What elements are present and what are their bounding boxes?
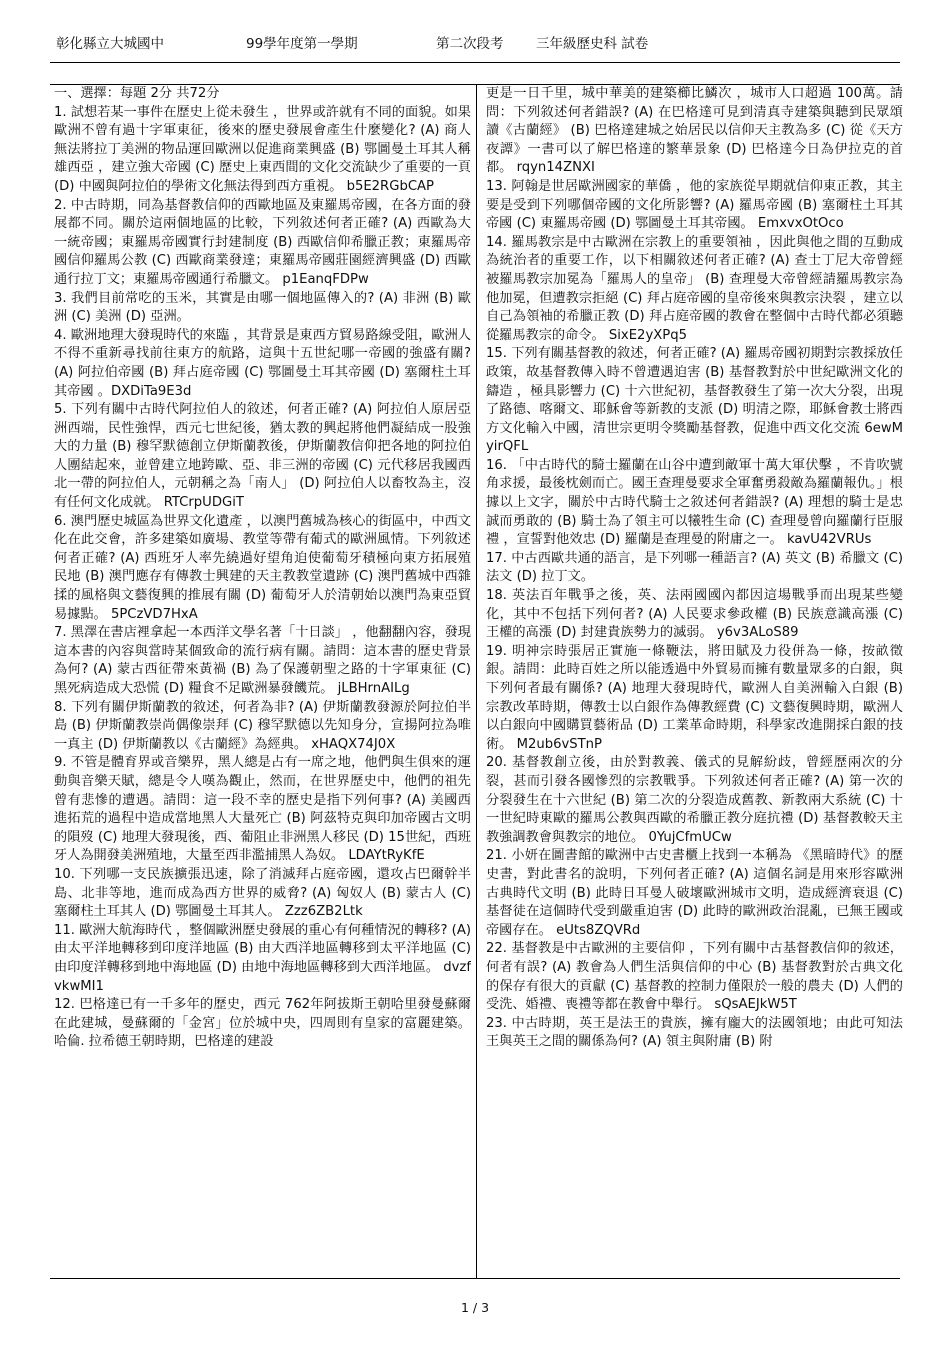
question: 7. 黑澤在書店裡拿起一本西洋文學名著「十日談」 ，他翻翻內容，發現這本書的內容與當時某個致命的流行病有關。請問：這本書的歷史背景為何? (A) 蒙古西征帶來黃禍 (B) 為了保護朝聖之路的十字軍東征 (C) 黑死病造成大恐慌 (D) 糧食不足歐洲暴發饑荒。 jLBHrnAILg bbox=[54, 625, 471, 696]
question: 11. 歐洲大航海時代 ，整個歐洲歷史發展的重心有何種情況的轉移? (A) 由太平洋地轉移到印度洋地區 (B) 由大西洋地區轉移到太平洋地區 (C) 由印度洋轉移到地中海地區 (D) 由地中海地區轉移到大西洋地區。 dvzfvkwMI1 bbox=[54, 922, 471, 994]
exam-subject: 三年級歷史科 試卷 bbox=[536, 36, 649, 52]
exam-name: 第二次段考 bbox=[436, 36, 504, 52]
question: 21. 小妍在圖書館的歐洲中古史書櫃上找到一本稱為 《黑暗時代》的歷史書，對此書名的說明，下列何者正確? (A) 這個名詞是用來形容歐洲古典時代文明 (B) 此時日耳曼人破壞歐洲城市文明，造成經濟衰退 (C) 基督徒在這個時代受到嚴重迫害 (D) 此時的歐洲政治混亂，已無王國或帝國存在。 eUts8ZQVRd bbox=[486, 848, 903, 938]
question: 16. 「中古時代的騎士羅蘭在山谷中遭到敵軍十萬大軍伏擊 ，不肯吹號角求援，最後枕劍而亡。國王查理曼要求全軍奮勇殺敵為羅蘭報仇。」根據以上文字，關於中古時代騎士之敘述何者錯誤? (A) 理想的騎士是忠誠而勇敢的 (B) 騎士為了領主可以犧牲生命 (C) 查理曼曾向羅蘭行臣服禮 ，宣誓對他效忠 (D) 羅蘭是查理曼的附庸之一。 kavU42VRUs bbox=[486, 457, 903, 548]
question: 更是一日千里，城中華美的建築櫛比鱗次 ，城市人口超過 100萬。請問：下列敘述何者錯誤? (A) 在巴格達可見到清真寺建築與聽到民眾頌讀《古蘭經》 (B) 巴格達建城之始居民以信仰天主教為多 (C) 從《天方夜譚》一書可以了解巴格達的繁華景象 (D) 巴格達今日為伊拉克的首都。 rqyn14ZNXI bbox=[486, 86, 903, 176]
school-name: 彰化縣立大城國中 bbox=[56, 36, 164, 52]
question: 17. 中古西歐共通的語言，是下列哪一種語言? (A) 英文 (B) 希臘文 (C) 法文 (D) 拉丁文。 bbox=[486, 550, 903, 585]
right-column bbox=[486, 85, 903, 1281]
question: 9. 不管是體育界或音樂界，黑人總是占有一席之地，他們與生俱來的運動與音樂天賦，總是令人嘆為觀止，然而，在世界歷史中，他們的祖先曾有悲慘的遭遇。請問：這一段不幸的歷史是指下列何事? (A) 美國西進拓荒的過程中造成當地黑人大量死亡 (B) 阿茲特克與印加帝國古文明的隕歿 (C) 地理大發現後，西、葡阻止非洲黑人移民 (D) 15世紀，西班牙人為開發美洲殖地，大量至西非濫捕黑人為奴。 LDAYtRyKfE bbox=[54, 755, 471, 864]
left-column bbox=[54, 85, 471, 1285]
header-rule-top bbox=[50, 62, 900, 63]
question: 3. 我們目前常吃的玉米，其實是由哪一個地區傳入的? (A) 非洲 (B) 歐洲 (C) 美洲 (D) 亞洲。 bbox=[54, 290, 471, 325]
question: 8. 下列有關伊斯蘭教的敘述，何者為非? (A) 伊斯蘭教發源於阿拉伯半島 (B) 伊斯蘭教崇尚偶像崇拜 (C) 穆罕默德以先知身分，宣揚阿拉為唯一真主 (D) 伊斯蘭教以《古蘭經》為經典。 xHAQX74J0X bbox=[54, 699, 471, 752]
question: 14. 羅馬教宗是中古歐洲在宗教上的重要領袖 ，因此與他之間的互動成為統治者的重要工作，以下相關敘述何者正確? (A) 查士丁尼大帝曾經被羅馬教宗加冕為「羅馬人的皇帝」 (B) 查理曼大帝曾經請羅馬教宗為他加冕，但遭教宗拒絕 (C) 拜占庭帝國的皇帝後來與教宗決裂 ，建立以自己為領袖的希臘正教 (D) 拜占庭帝國的教會在整個中古時代都必須聽從羅馬教宗的命令。 SixE2yXPq5 bbox=[486, 234, 903, 343]
page-header bbox=[56, 32, 896, 54]
question: 19. 明神宗時張居正實施一條鞭法，將田賦及力役併為一條，按畝徵銀。請問：此時百姓之所以能透過中外貿易而擁有數量眾多的白銀，與下列何者最有關係? (A) 地理大發現時代，歐洲人自美洲輸入白銀 (B) 宗教改革時期，傳教士以白銀作為傳教經費 (C) 文藝復興時期，歐洲人以白銀向中國購買藝術品 (D) 工業革命時期，科學家改進開採白銀的技術。 M2ub6vSTnP bbox=[486, 643, 903, 752]
section-title: 一、選擇：每題 2分 共72分 bbox=[54, 86, 220, 101]
question: 22. 基督教是中古歐洲的主要信仰 ，下列有關中古基督教信仰的敘述，何者有誤? (A) 教會為人們生活與信仰的中心 (B) 基督教對於古典文化的保存有很大的貢獻 (C) 基督教的控制力僅限於一般的農夫 (D) 人們的受洗、婚禮、喪禮等都在教會中舉行。 sQsAEJkW5T bbox=[486, 941, 903, 1013]
question: 4. 歐洲地理大發現時代的來臨 ，其背景是東西方貿易路線受阻，歐洲人不得不重新尋找前往東方的航路，這與十五世紀哪一帝國的強盛有關? (A) 阿拉伯帝國 (B) 拜占庭帝國 (C) 鄂圖曼土耳其帝國 (D) 塞爾柱土耳其帝國 。DXDiTa9E3d bbox=[54, 327, 471, 399]
question: 10. 下列哪一支民族擴張迅速，除了消滅拜占庭帝國，還攻占巴爾幹半島、北非等地，進而成為西方世界的威脅? (A) 匈奴人 (B) 蒙古人 (C) 塞爾柱土耳其人 (D) 鄂圖曼土耳其人。 Zzz6ZB2Ltk bbox=[54, 866, 471, 920]
question: 2. 中古時期，同為基督教信仰的西歐地區及東羅馬帝國，在各方面的發展都不同。關於這兩個地區的比較，下列敘述何者正確? (A) 西歐為大一統帝國；東羅馬帝國實行封建制度 (B) 西歐信仰希臘正教；東羅馬帝國信仰羅馬公教 (C) 西歐商業發達；東羅馬帝國莊園經濟興盛 (D) 西歐通行拉丁文；東羅馬帝國通行希臘文。 p1EanqFDPw bbox=[54, 197, 471, 287]
school-term: 99學年度第一學期 bbox=[246, 36, 358, 52]
column-divider bbox=[476, 84, 477, 1278]
question: 18. 英法百年戰爭之後，英、法兩國國內都因這場戰爭而出現某些變化，其中不包括下列何者? (A) 人民要求參政權 (B) 民族意識高漲 (C) 王權的高漲 (D) 封建貴族勢力的滅弱。 y6v3ALoS89 bbox=[486, 588, 903, 641]
question: 13. 阿翰是世居歐洲國家的華僑 ，他的家族從早期就信仰東正教，其主要是受到下列哪個帝國的文化所影響? (A) 羅馬帝國 (B) 塞爾柱土耳其帝國 (C) 東羅馬帝國 (D) 鄂圖曼土耳其帝國。 EmxvxOtOco bbox=[486, 178, 903, 232]
page-number: 1 / 3 bbox=[460, 1300, 490, 1315]
question: 20. 基督教創立後，由於對教義、儀式的見解紛歧，曾經歷兩次的分裂，甚而引發各國慘烈的宗教戰爭。下列敘述何者正確? (A) 第一次的分裂發生在十六世紀 (B) 第二次的分裂造成舊教、新教兩大系統 (C) 十一世紀時東歐的羅馬公教與西歐的希臘正教分庭抗禮 (D) 基督教較天主教強調教會與教宗的地位。 0YujCfmUCw bbox=[486, 755, 903, 845]
question: 5. 下列有關中古時代阿拉伯人的敘述，何者正確? (A) 阿拉伯人原居亞洲西端，民性強悍，西元七世紀後，猶太教的興起將他們凝結成一股強大的力量 (B) 穆罕默德創立伊斯蘭教後，伊斯蘭教信仰把各地的阿拉伯人團結起來，並曾建立地跨歐、亞、非三洲的帝國 (C) 元代移居我國西北一帶的阿拉伯人，元朝稱之為「南人」 (D) 阿拉伯人以畜牧為主，沒有任何文化成就。 RTCrpUDGiT bbox=[54, 402, 471, 511]
question: 1. 試想若某一事件在歷史上從未發生 ，世界或許就有不同的面貌。如果歐洲不曾有過十字軍東征，後來的歷史發展會產生什麼變化? (A) 商人無法將拉丁美洲的物品運回歐洲以促進商業興盛 (B) 鄂圖曼土耳其人稱雄西亞 ，建立強大帝國 (C) 歷史上東西間的文化交流缺少了重要的一頁 (D) 中國與阿拉伯的學術文化無法得到西方重視。 b5E2RGbCAP bbox=[54, 104, 471, 194]
question: 15. 下列有關基督教的敘述，何者正確? (A) 羅馬帝國初期對宗教採放任政策，故基督教傳入時不曾遭遇迫害 (B) 基督教對於中世紀歐洲文化的鑄造 ，極具影響力 (C) 十六世紀初，基督教發生了第一次大分裂，出現了路德、喀爾文、耶穌會等新教的支派 (D) 明清之際，耶穌會教士將西方文化輸入中國，清世宗更明令獎勵基督教，促進中西文化交流 6ewMyirQFL bbox=[486, 346, 903, 455]
question: 6. 澳門歷史城區為世界文化遺產 ，以澳門舊城為核心的街區中，中西文化在此交會，許多建築如廣場、教堂等帶有葡式的歐洲風情。下列敘述何者正確? (A) 西班牙人率先繞過好望角迫使葡萄牙積極向東方拓展殖民地 (B) 澳門應存有傳教士興建的天主教教堂遺跡 (C) 澳門舊城中西雜揉的風格與文藝復興的推展有關 (D) 葡萄牙人於清朝始以澳門為東亞貿易據點。 5PCzVD7HxA bbox=[54, 513, 471, 622]
question: 12. 巴格達已有一千多年的歷史，西元 762年阿拔斯王朝哈里發曼蘇爾在此建城，曼蘇爾的「金宮」位於城中央，四周則有皇家的富麗建築。哈倫. 拉希德王朝時期，巴格達的建設 bbox=[54, 997, 471, 1050]
question: 23. 中古時期，英王是法王的貴族，擁有龐大的法國領地；由此可知法王與英王之間的關係為何? (A) 領主與附庸 (B) 附 bbox=[486, 1015, 903, 1050]
